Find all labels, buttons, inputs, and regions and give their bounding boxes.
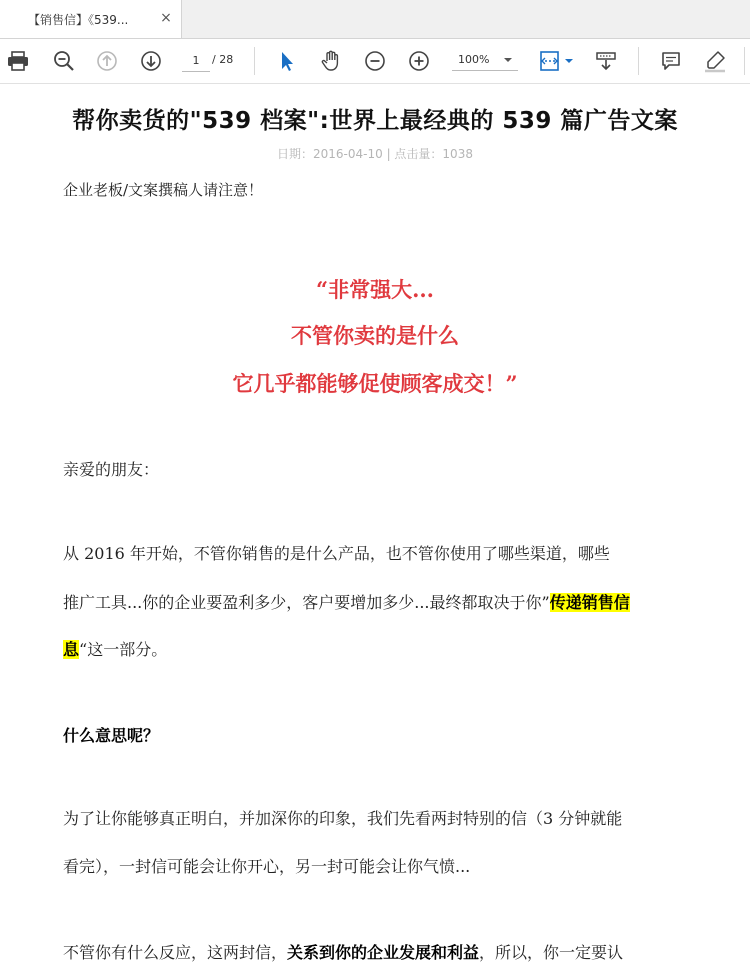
paragraph-line <box>63 637 703 660</box>
paragraph-text: 不管你有什么反应，这两封信， <box>63 943 288 962</box>
select-cursor-icon[interactable] <box>273 47 301 75</box>
paragraph-text: “这一部分。 <box>79 640 168 659</box>
page-number-input[interactable] <box>182 49 210 72</box>
paragraph-line: 为了让你能够真正明白，并加深你的印象，我们先看两封特别的信（3 分钟就能 <box>63 809 623 828</box>
read-mode-icon[interactable] <box>592 47 620 75</box>
chevron-down-icon <box>504 58 512 62</box>
document-page <box>0 84 750 963</box>
zoom-select[interactable] <box>452 49 518 71</box>
comment-icon[interactable] <box>657 47 685 75</box>
tab-bar <box>0 0 750 39</box>
zoom-out-icon[interactable] <box>361 47 389 75</box>
tab-title: 【销售信】《539... <box>28 12 129 27</box>
article-meta: 日期：2016-04-10 | 点击量：1038 <box>277 147 473 161</box>
page-title: 帮你卖货的"539 档案":世界上最经典的 539 篇广告文案 <box>72 108 678 134</box>
quote-line: 它几乎都能够促使顾客成交！” <box>232 371 518 396</box>
paragraph-line <box>63 940 703 963</box>
toolbar-divider <box>254 47 255 75</box>
highlighted-text: 传递销售信 <box>549 593 630 612</box>
zoom-in-icon[interactable] <box>405 47 433 75</box>
bold-text: 关系到你的企业发展和利益 <box>287 943 480 962</box>
intro-line: 企业老板/文案撰稿人请注意！ <box>63 181 264 199</box>
subheading: 什么意思呢？ <box>63 726 160 745</box>
next-page-icon[interactable] <box>137 47 165 75</box>
hand-tool-icon[interactable] <box>317 47 345 75</box>
zoom-value: 100% <box>458 53 490 66</box>
zoom-out-magnifier-icon[interactable] <box>50 47 78 75</box>
paragraph-line <box>63 590 703 613</box>
paragraph-line: 看完），一封信可能会让你开心，另一封可能会让你气愤... <box>63 857 471 876</box>
paragraph-text: ，所以，你一定要认 <box>479 943 624 962</box>
greeting: 亲爱的朋友： <box>63 460 160 479</box>
highlighted-text: 息 <box>63 640 80 659</box>
paragraph-line: 从 2016 年开始，不管你销售的是什么产品，也不管你使用了哪些渠道，哪些 <box>63 544 610 563</box>
page-total: / 28 <box>212 53 234 66</box>
toolbar-divider <box>638 47 639 75</box>
paragraph-text: 推广工具...你的企业要盈利多少，客户要增加多少...最终都取决于你” <box>63 593 550 612</box>
document-tab[interactable] <box>0 0 182 38</box>
highlight-icon[interactable] <box>701 47 729 75</box>
fit-page-icon[interactable] <box>536 47 564 75</box>
quote-line: “非常强大... <box>315 277 434 302</box>
toolbar-divider <box>744 47 745 75</box>
quote-line: 不管你卖的是什么 <box>291 323 459 348</box>
fit-menu-chevron-icon[interactable] <box>565 59 573 63</box>
prev-page-icon[interactable] <box>93 47 121 75</box>
close-icon[interactable]: × <box>160 10 172 26</box>
toolbar <box>0 39 750 84</box>
print-icon[interactable] <box>4 47 32 75</box>
